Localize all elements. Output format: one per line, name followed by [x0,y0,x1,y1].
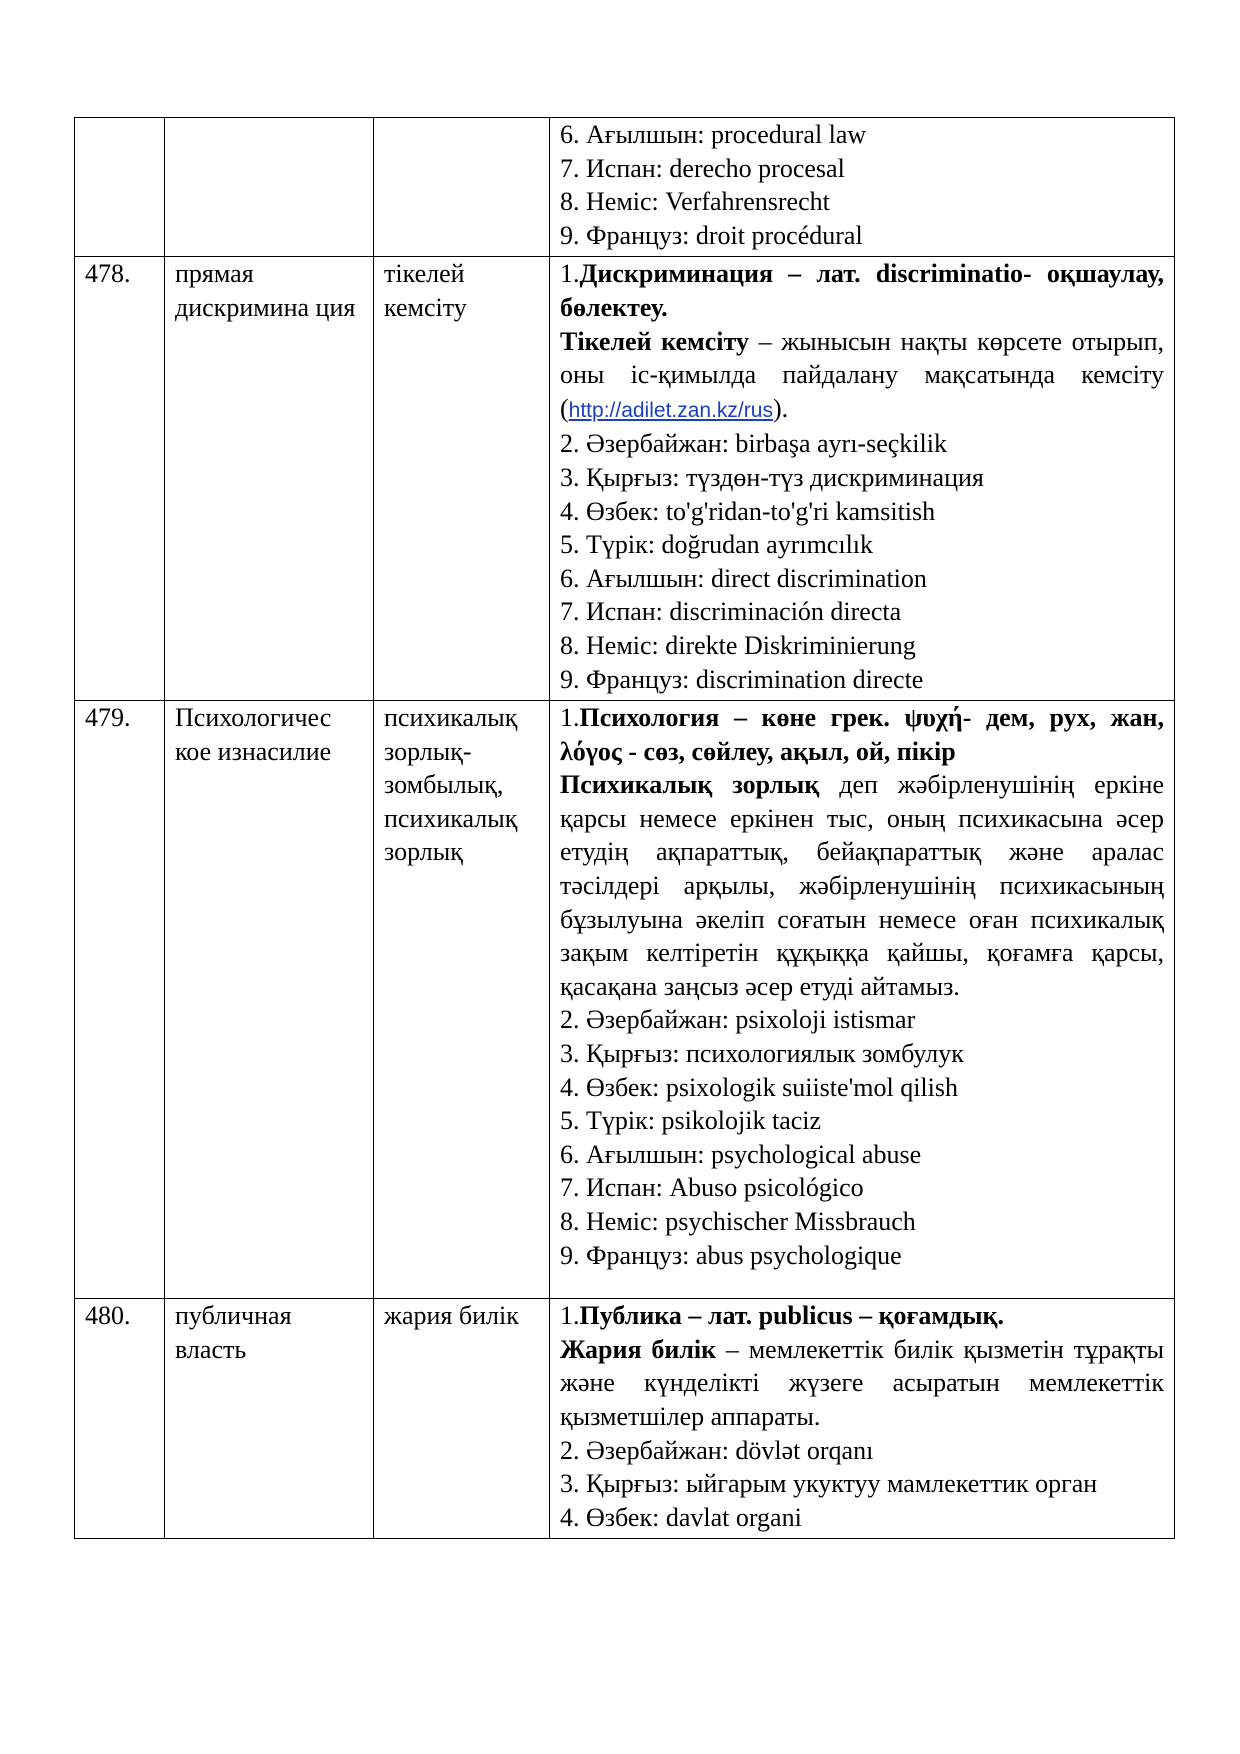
term-bold: Психикалық зорлық [560,770,820,800]
translation-line: 6. Ағылшын: procedural law [560,120,867,149]
translation-line: 9. Француз: abus psychologique [560,1240,902,1270]
term-bold: Тікелей кемсіту [560,326,749,356]
translation-line: 2. Әзербайжан: dövlət orqanı [560,1435,874,1465]
etymology-text: Публика – лат. publicus – қоғамдық. [579,1301,1004,1331]
table-row [75,1299,1175,1539]
etymology: 1.Дискриминация – лат. discriminatio- оқшаулау, бөлектеу. [560,259,1164,322]
table-row [75,701,1175,1299]
etymology: 1.Публика – лат. publicus – қоғамдық. [560,1301,1004,1331]
translation-line: 9. Француз: discrimination directe [560,664,924,694]
definition-cell [550,257,1175,701]
table-row [75,257,1175,701]
kazakh-term: психикалық зорлық-зомбылық, психикалық зорлық [374,701,550,1299]
entry-number: 478. [75,257,165,701]
definition: Психикалық зорлық деп жәбірленушінің еркіне қарсы немесе еркінен тыс, оның психикасына әсер етудің ақпараттық, бейақпараттық және аралас тәсілдері арқылы, жәбірленушінің психикасының бұзылуына әкеліп соғатын немесе оған психикалық зақым келтіретін құқыққа қайшы, қоғамға қарсы, қасақана заңсыз әсер етуді айтамыз. [560,770,1164,1001]
term-bold: Жария билік [560,1334,717,1364]
definition: Тікелей кемсіту – жынысын нақты көрсете отырып, оны іс-қимылда пайдалану мақсатында кемсіту (http://adilet.zan.kz/rus). [560,326,1164,423]
translation-line: 3. Қырғыз: психологиялык зомбулук [560,1039,964,1069]
definition-cell [550,1299,1175,1539]
translation-line: 8. Неміс: Verfahrensrecht [560,187,830,217]
entry-number: 479. [75,701,165,1299]
kazakh-term [374,118,550,257]
translation-line: 2. Әзербайжан: birbaşa ayrı-seçkilik [560,429,947,459]
definition-cell [550,701,1175,1299]
translation-line: 5. Түрік: doğrudan ayrımcılık [560,530,874,560]
translation-line: 8. Неміс: psychischer Missbrauch [560,1207,916,1236]
etymology: 1.Психология – көне грек. ψυχή- дем, рух, жан, λόγος - сөз, сөйлеу, ақыл, ой, пікір [560,703,1164,766]
translation-line: 2. Әзербайжан: psixoloji istismar [560,1005,916,1035]
russian-term: прямая дискримина ция [165,257,374,701]
translation-line: 4. Өзбек: psixologik suiiste'mol qilish [560,1072,958,1102]
translation-line: 7. Испан: derecho procesal [560,153,845,183]
translation-line: 6. Ағылшын: psychological abuse [560,1139,922,1169]
etymology-text: Дискриминация – лат. discriminatio- оқшаулау, бөлектеу. [560,259,1164,322]
glossary-table [74,117,1175,1539]
russian-term: Психологичес кое изнасилие [165,701,374,1299]
translation-line: 4. Өзбек: to'g'ridan-to'g'ri kamsitish [560,496,936,526]
entry-number: 480. [75,1299,165,1539]
entry-number [75,118,165,257]
kazakh-term: жария билік [374,1299,550,1539]
kazakh-term: тікелей кемсіту [374,257,550,701]
definition-cell [550,118,1175,257]
translation-line: 9. Француз: droit procédural [560,220,863,250]
russian-term [165,118,374,257]
table-row [75,118,1175,257]
translation-line: 7. Испан: Abuso psicológico [560,1173,864,1203]
definition: Жария билік – мемлекеттік билік қызметін тұрақты және күнделікті жүзеге асыратын мемлекеттік қызметшілер аппараты. [560,1334,1164,1431]
translation-line: 8. Неміс: direkte Diskriminierung [560,630,916,660]
translation-line: 6. Ағылшын: direct discrimination [560,563,927,593]
translation-line: 7. Испан: discriminación directa [560,597,902,627]
translation-line: 5. Түрік: psikolojik taciz [560,1106,822,1136]
translation-line: 4. Өзбек: davlat organi [560,1502,802,1532]
source-link[interactable]: http://adilet.zan.kz/rus [568,398,773,422]
russian-term: публичная власть [165,1299,374,1539]
translation-line: 3. Қырғыз: түздөн-түз дискриминация [560,462,984,492]
translation-line: 3. Қырғыз: ыйгарым укуктуу мамлекеттик орган [560,1469,1098,1499]
etymology-text: Психология – көне грек. ψυχή- дем, рух, жан, λόγος - сөз, сөйлеу, ақыл, ой, пікір [560,703,1164,766]
